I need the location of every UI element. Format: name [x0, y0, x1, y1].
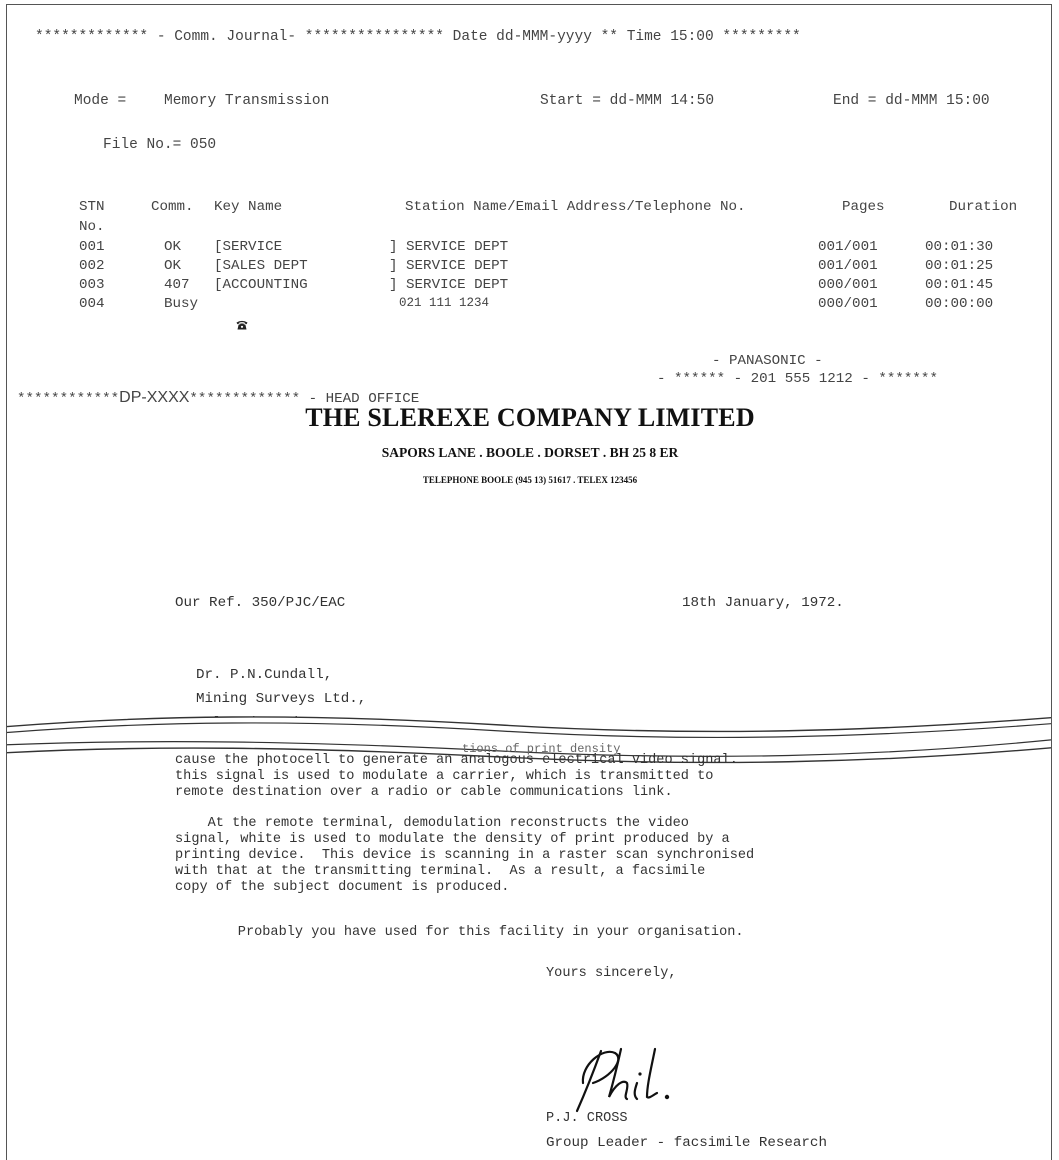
handwritten-signature	[547, 1025, 703, 1146]
signer-name: P.J. CROSS	[546, 1111, 628, 1126]
row-key: [ACCOUNTING	[214, 277, 308, 293]
row-stn: 004	[79, 296, 105, 312]
end-time: End = dd-MMM 15:00	[833, 93, 990, 109]
mode-value: Memory Transmission	[164, 93, 330, 109]
row-pages: 001/001	[818, 239, 878, 255]
paragraph-line: printing device. This device is scanning in a raster scan synchronised	[175, 848, 755, 863]
signer-title: Group Leader - facsimile Research	[546, 1135, 827, 1151]
footer-model: DP-XXXX	[119, 389, 190, 406]
panasonic-label: - PANASONIC -	[712, 353, 823, 369]
paragraph-line: At the remote terminal, demodulation reconstructs the video	[175, 816, 689, 831]
row-key: [SERVICE	[214, 239, 283, 255]
phone-icon	[212, 298, 248, 352]
paragraph-line: this signal is used to modulate a carrier, which is transmitted to	[175, 769, 714, 784]
recipient-line: Dr. P.N.Cundall,	[196, 667, 333, 683]
row-duration: 00:00:00	[925, 296, 994, 312]
row-comm: OK	[164, 239, 182, 255]
letter-date: 18th January, 1972.	[682, 595, 844, 611]
col-pages: Pages	[842, 199, 885, 215]
row-station: ] SERVICE DEPT	[389, 277, 509, 293]
mode-label: Mode =	[74, 93, 127, 109]
col-stn: STN	[79, 199, 105, 215]
row-comm: Busy	[164, 296, 199, 312]
company-contact: TELEPHONE BOOLE (945 13) 51617 . TELEX 123456	[422, 475, 638, 485]
file-number: File No.= 050	[103, 137, 217, 153]
company-address: SAPORS LANE . BOOLE . DORSET . BH 25 8 ER	[381, 445, 679, 460]
paragraph-line: remote destination over a radio or cable communications link.	[175, 785, 673, 800]
footer-stars-left: ************	[17, 391, 120, 407]
row-station: ] SERVICE DEPT	[389, 239, 509, 255]
row-station: ] SERVICE DEPT	[389, 258, 509, 274]
company-name: THE SLEREXE COMPANY LIMITED	[305, 403, 755, 432]
our-reference: Our Ref. 350/PJC/EAC	[175, 595, 346, 611]
col-stn-no: No.	[79, 219, 105, 235]
paragraph-line: copy of the subject document is produced.	[175, 880, 510, 895]
col-key-name: Key Name	[214, 199, 283, 215]
closing: Yours sincerely,	[546, 966, 677, 981]
row-duration: 00:01:25	[925, 258, 994, 274]
start-time: Start = dd-MMM 14:50	[540, 93, 715, 109]
paragraph-line: signal, white is used to modulate the density of print produced by a	[175, 832, 730, 847]
row-station: 021 111 1234	[399, 296, 490, 310]
row-pages: 001/001	[818, 258, 878, 274]
paragraph-line: cause the photocell to generate an analogous electrical video signal.	[175, 753, 738, 768]
row-comm: OK	[164, 258, 182, 274]
row-pages: 000/001	[818, 296, 878, 312]
journal-title-line: ************* - Comm. Journal- **************** Date dd-MMM-yyyy ** Time 15:00 *********	[35, 29, 801, 45]
recipient-line: Mining Surveys Ltd.,	[196, 691, 367, 707]
paragraph-line: Probably you have used for this facility in your organisation.	[197, 925, 744, 940]
paragraph-line: with that at the transmitting terminal. As a result, a facsimile	[175, 864, 706, 879]
col-duration: Duration	[949, 199, 1018, 215]
row-stn: 002	[79, 258, 105, 274]
row-comm: 407	[164, 277, 190, 293]
row-stn: 003	[79, 277, 105, 293]
row-duration: 00:01:30	[925, 239, 994, 255]
footer-head-office: ************* - HEAD OFFICE	[189, 391, 420, 407]
col-comm: Comm.	[151, 199, 194, 215]
row-pages: 000/001	[818, 277, 878, 293]
row-key: [SALES DEPT	[214, 258, 308, 274]
footer-phone: - ****** - 201 555 1212 - *******	[657, 371, 938, 387]
row-duration: 00:01:45	[925, 277, 994, 293]
col-station: Station Name/Email Address/Telephone No.	[405, 199, 746, 215]
cut-text-fragment: tions of print density	[462, 742, 621, 756]
row-stn: 001	[79, 239, 105, 255]
fax-page	[6, 4, 1052, 1160]
